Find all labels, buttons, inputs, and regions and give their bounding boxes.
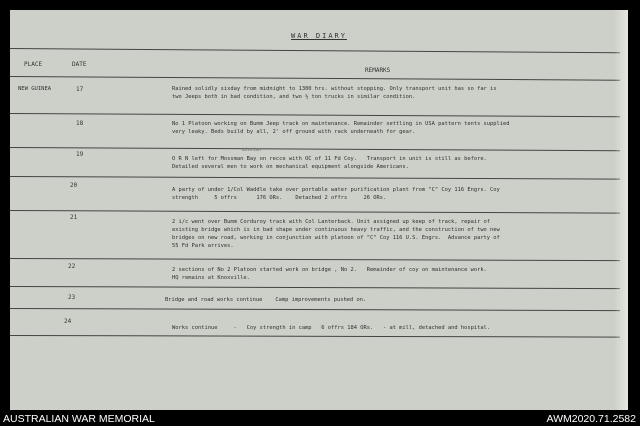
rule-line [10, 210, 620, 214]
entry-date: 17 [76, 86, 84, 93]
rule-line [10, 147, 620, 151]
rule-line [10, 258, 620, 261]
date-header: DATE [72, 61, 87, 68]
rule-line [10, 176, 620, 180]
footer-accession-number: AWM2020.71.2582 [546, 413, 636, 425]
entry-text: No 1 Platoon working on Bumm Jeep track on maintenance. Remainder settling in USA pattern tents supplied very leaky. Beds build by all, 2' off ground with rack underneath for gear. [172, 121, 510, 135]
entry-date: 19 [76, 151, 84, 158]
rule-line [10, 308, 620, 311]
rule-line [10, 48, 620, 53]
entry-text: Bridge and road works continue Camp improvements pushed on. [165, 297, 367, 303]
rule-line [10, 113, 620, 117]
entry-date: 18 [76, 120, 84, 127]
entry-date: 22 [68, 263, 76, 270]
rule-line [10, 335, 620, 338]
entry-text: Rained solidly sixday from midnight to 1300 hrs. without stopping. Only transport unit has so far is two Jeeps both in bad condition, and two ½ ton trucks in similar condition. [172, 86, 497, 100]
page-title: WAR DIARY [291, 32, 347, 40]
place-header: PLACE [24, 61, 43, 68]
entry-date: 21 [70, 214, 78, 221]
handwritten-annotation: mission [242, 148, 261, 153]
entry-text: Works continue - Coy strength in camp 6 offrs 184 ORs. - at mill, detached and hospital. [172, 325, 491, 331]
rule-line [10, 286, 620, 289]
entry-text: O R N left for Mossman Bay on recce with OC of 11 Fd Coy. Transport in unit is still as before. Detailed several men to work on mechanical equipment alongside Americans. [172, 156, 487, 170]
rule-line [10, 76, 620, 81]
diary-page [10, 10, 628, 410]
entry-date: 24 [64, 318, 72, 325]
entry-text: 2 sections of No 2 Platoon started work on bridge , No 2. Remainder of coy on maintenance work. HQ remains at Knoxville. [172, 267, 487, 281]
entry-text: A party of under 1/Col Waddle take over portable water purification plant from "C" Coy 116 Engrs. Coy strength 5 offrs 176 ORs. Detached 2 offrs 26 ORs. [172, 187, 500, 201]
footer-credit: AUSTRALIAN WAR MEMORIAL [3, 413, 155, 425]
entry-text: 2 i/c went over Bumm Corduroy track with Col Lanterback. Unit assigned up keep of track, repair of existing bridge which is in bad shape under continuous heavy traffic, and the construction of two new bridges on new road, working in conjunction with platoon of "C" Coy 116 U.S. Engrs. Advance party of 55 Fd Park arrives. [172, 219, 500, 249]
remarks-header: REMARKS [365, 67, 391, 74]
entry-date: 20 [70, 182, 78, 189]
entry-date: 23 [68, 294, 76, 301]
place-label: NEW GUINEA [18, 86, 52, 92]
